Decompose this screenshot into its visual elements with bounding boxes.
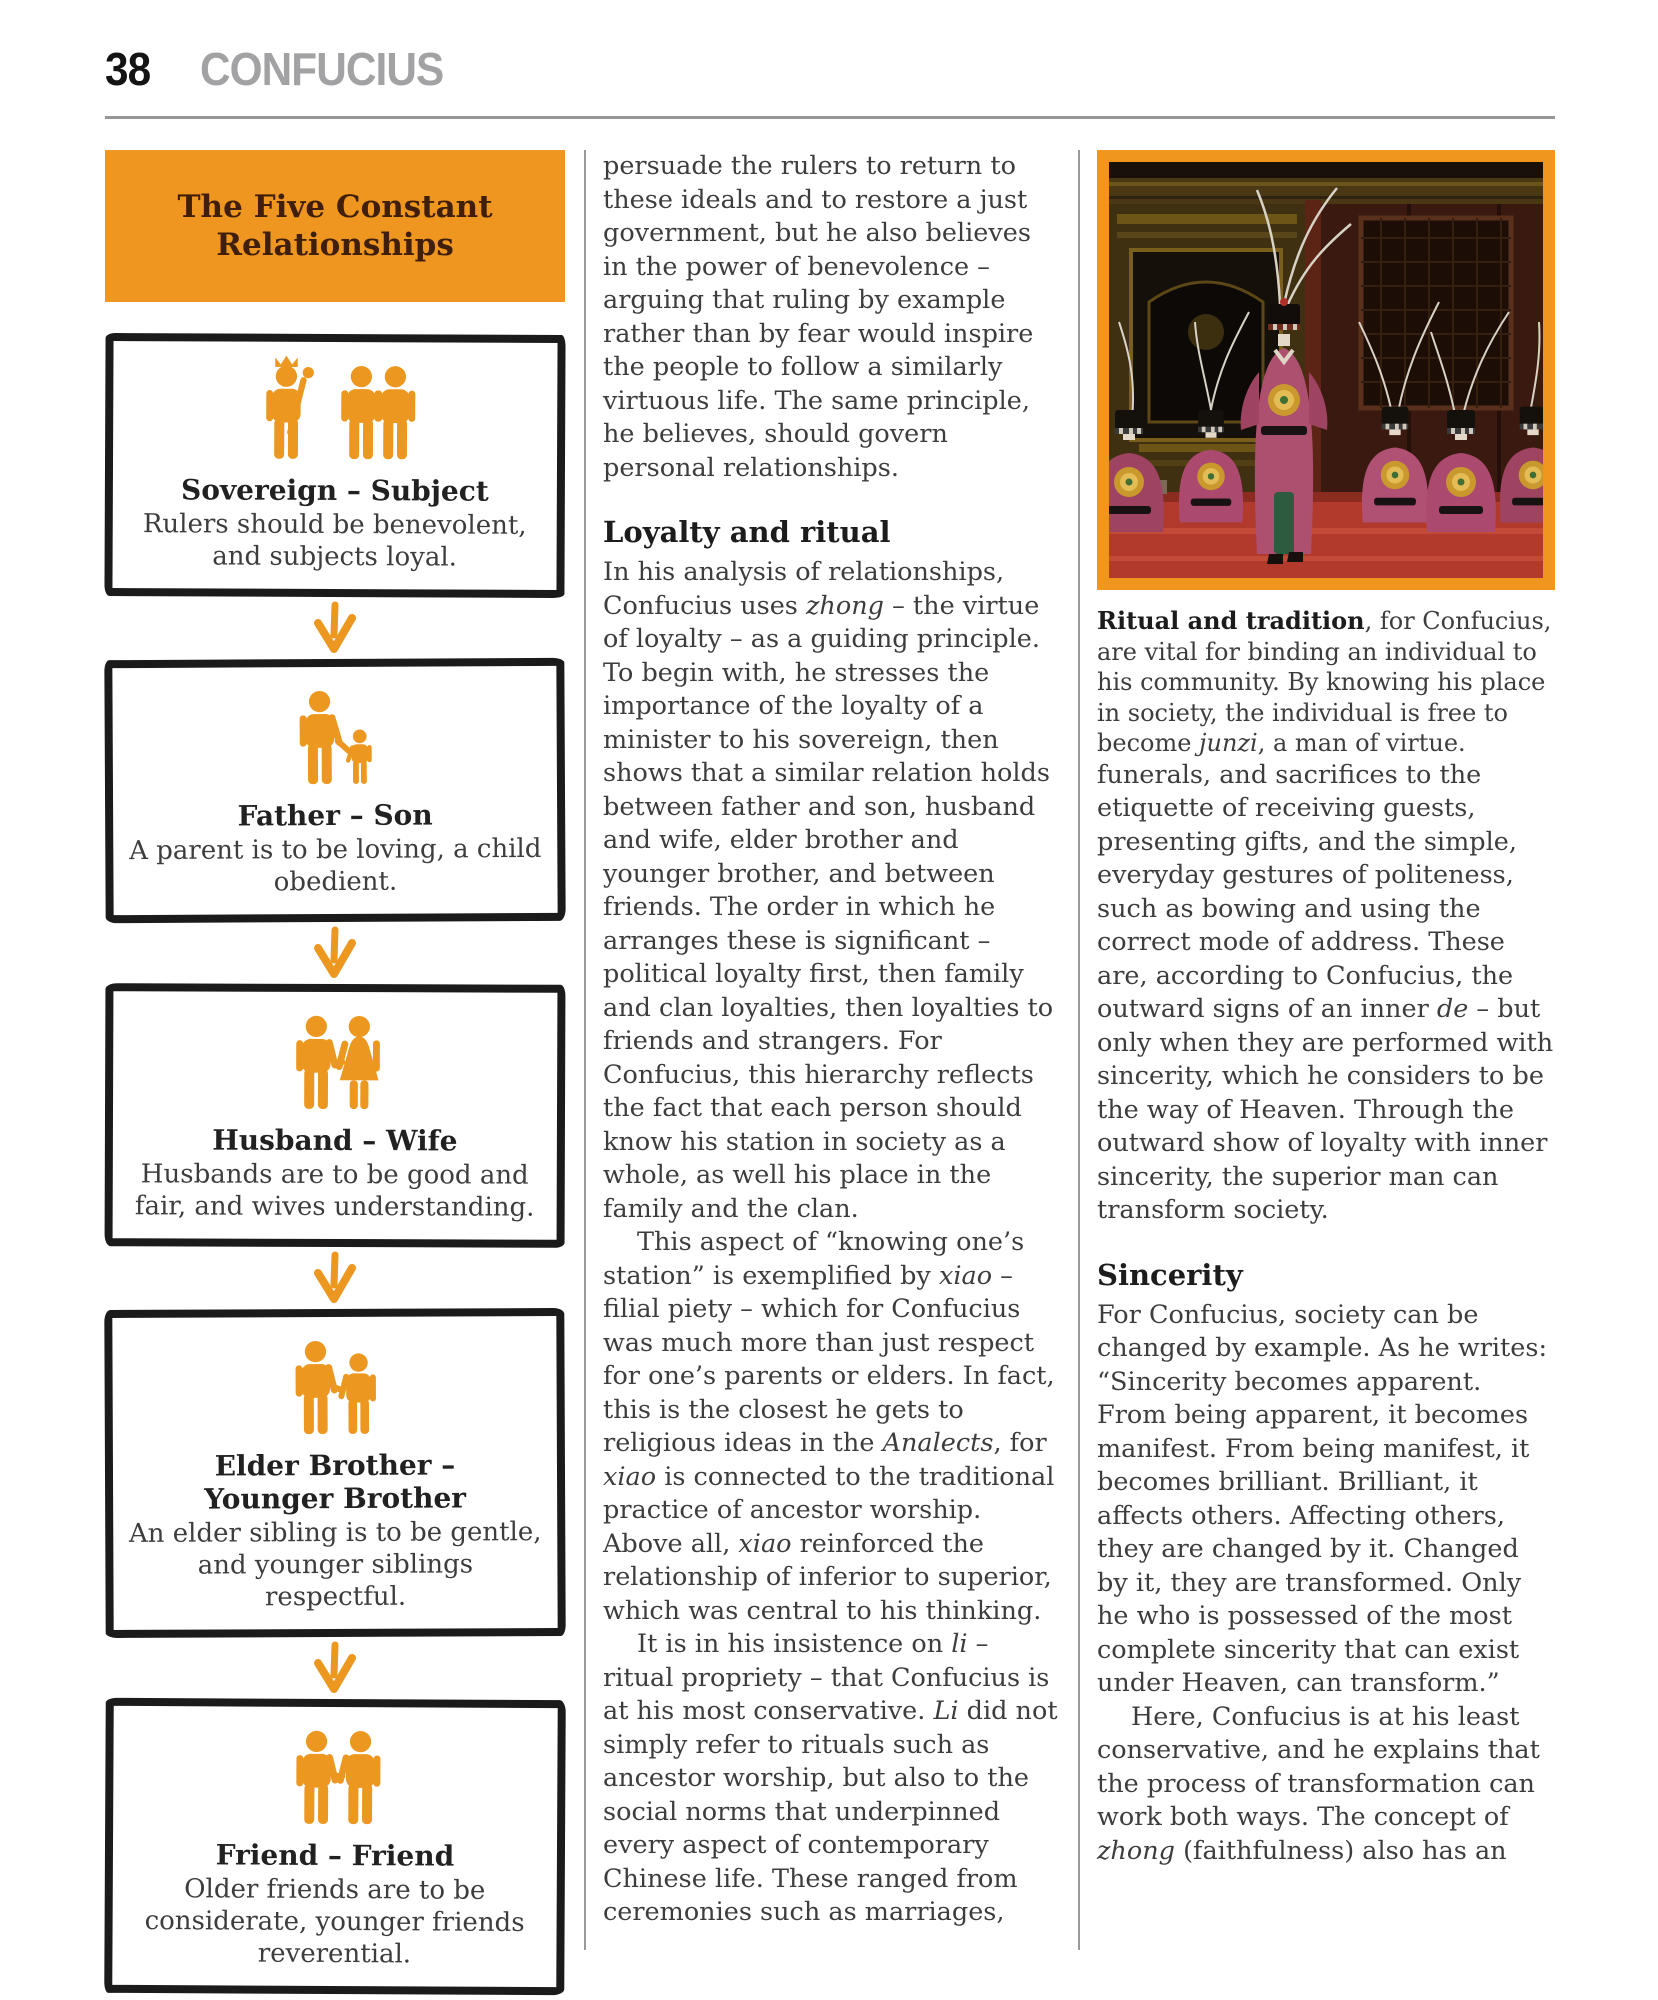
relationship-title: Elder Brother – Younger Brother xyxy=(204,1448,467,1516)
ritual-ceremony-photo xyxy=(1097,150,1555,590)
relationship-box-husband-wife xyxy=(105,983,566,1248)
relationship-box-elder-younger-brother xyxy=(104,1308,565,1638)
right-text-column xyxy=(1097,150,1555,1868)
relationship-title: Sovereign – Subject xyxy=(180,473,489,508)
relationship-box-father-son xyxy=(104,658,565,923)
section-heading-sincerity: Sincerity xyxy=(1097,1257,1243,1292)
paragraph: funerals, and sacrifices to the etiquette of receiving guests, presenting gifts, and the simple, everyday gestures of politeness, such as bowing and using the correct mode of address. These are, according to Confucius, the outward signs of an inner de – but only when they are performed with sincerity, which he considers to be the way of Heaven. Through the outward show of loyalty with inner sincerity, the superior man can transform society. xyxy=(1097,759,1554,1225)
paragraph: In his analysis of relationships, Confucius uses zhong – the virtue of loyalty – as a guiding principle. To begin with, he stresses the importance of the loyalty of a minister to his sovereign, then shows that a similar relation holds between father and son, husband and wife, elder brother and younger brother, and between friends. The order in which he arranges these is significant – political loyalty first, then family and clan loyalties, then loyalties to friends and strangers. For Confucius, this hierarchy reflects the fact that each person should know his station in society as a whole, as well his place in the family and the clan. xyxy=(603,557,1054,1224)
paragraph: Here, Confucius is at his least conservative, and he explains that the process of transformation can work both ways. The concept of zhong (faithfulness) also has an xyxy=(1097,1701,1540,1866)
down-arrow-icon xyxy=(300,1641,370,1695)
down-arrow-icon xyxy=(300,601,370,655)
paragraph: This aspect of “knowing one’s station” is exemplified by xiao – filial piety – which for Confucius was much more than just respect for one’s parents or elders. In fact, this is the closest he gets to religious ideas in the Analects, for xiao is connected to the traditional practice of ancestor worship. Above all, xiao reinforced the relationship of inferior to superior, which was central to his thinking. xyxy=(603,1227,1055,1626)
relationship-box-friend-friend xyxy=(104,1698,566,1995)
relationship-desc: An elder sibling is to be gentle, and younger siblings respectful. xyxy=(128,1517,542,1613)
arrow-wrap xyxy=(105,1247,565,1309)
page-header xyxy=(105,42,465,104)
down-arrow-icon xyxy=(300,926,370,980)
king-and-two-subjects-icon xyxy=(228,356,443,463)
relationship-title: Husband – Wife xyxy=(212,1123,458,1158)
paragraph: For Confucius, society can be changed by example. As he writes: “Sincerity becomes apparent. From being apparent, it becomes manifest. From being manifest, it becomes brilliant. Brilliant, it affects others. Affecting others, they are changed by it. Changed by it, they are transformed. Only he who is possessed of the most complete sincerity that can exist under Heaven, can transform.” xyxy=(1097,1299,1548,1698)
paragraph: persuade the rulers to return to these ideals and to restore a just government, but he also believes in the power of benevolence – arguing that ruling by example rather than by fear would inspire the people to follow a similarly virtuous life. The same principle, he believes, should govern personal relationships. xyxy=(603,151,1034,483)
diagram-column xyxy=(105,150,565,1994)
relationship-desc: Rulers should be benevolent, and subjects loyal. xyxy=(142,509,527,573)
diagram-title: The Five Constant Relationships xyxy=(177,189,493,263)
diagram-title-box xyxy=(105,150,565,302)
relationship-title: Friend – Friend xyxy=(215,1838,455,1873)
arrow-wrap xyxy=(105,1637,565,1699)
relationship-box-sovereign-subject xyxy=(104,333,565,598)
parent-and-child-icon xyxy=(227,680,443,787)
ritual-ceremony-photo-illustration xyxy=(1109,162,1543,578)
section-heading-loyalty-and-ritual: Loyalty and ritual xyxy=(603,515,891,549)
header-rule xyxy=(105,116,1555,119)
relationship-title: Father – Son xyxy=(237,798,433,833)
page-number: 38 xyxy=(105,43,151,95)
column-divider-left xyxy=(584,150,586,1950)
relationship-desc: Older friends are to be considerate, younger friends reverential. xyxy=(144,1874,525,1970)
elder-younger-brothers-icon xyxy=(227,1331,442,1438)
two-friends-icon xyxy=(228,1720,444,1827)
photo-caption: Ritual and tradition, for Confucius, are vital for binding an individual to his community. By knowing his place in society, the individual is free to become junzi, a man of virtue. xyxy=(1097,606,1552,757)
down-arrow-icon xyxy=(300,1251,370,1305)
chapter-title: CONFUCIUS xyxy=(200,43,444,95)
relationship-desc: A parent is to be loving, a child obedient. xyxy=(129,833,542,898)
arrow-wrap xyxy=(105,922,565,984)
relationship-desc: Husbands are to be good and fair, and wives understanding. xyxy=(134,1159,535,1223)
arrow-wrap xyxy=(105,597,565,659)
paragraph: It is in his insistence on li – ritual propriety – that Confucius is at his most conservative. Li did not simply refer to rituals such as ancestor worship, but also to the social norms that underpinned every aspect of contemporary Chinese life. These ranged from ceremonies such as marriages, xyxy=(603,1629,1058,1927)
middle-text-column xyxy=(603,150,1059,1930)
column-divider-right xyxy=(1078,150,1080,1950)
man-and-woman-icon xyxy=(228,1006,443,1113)
